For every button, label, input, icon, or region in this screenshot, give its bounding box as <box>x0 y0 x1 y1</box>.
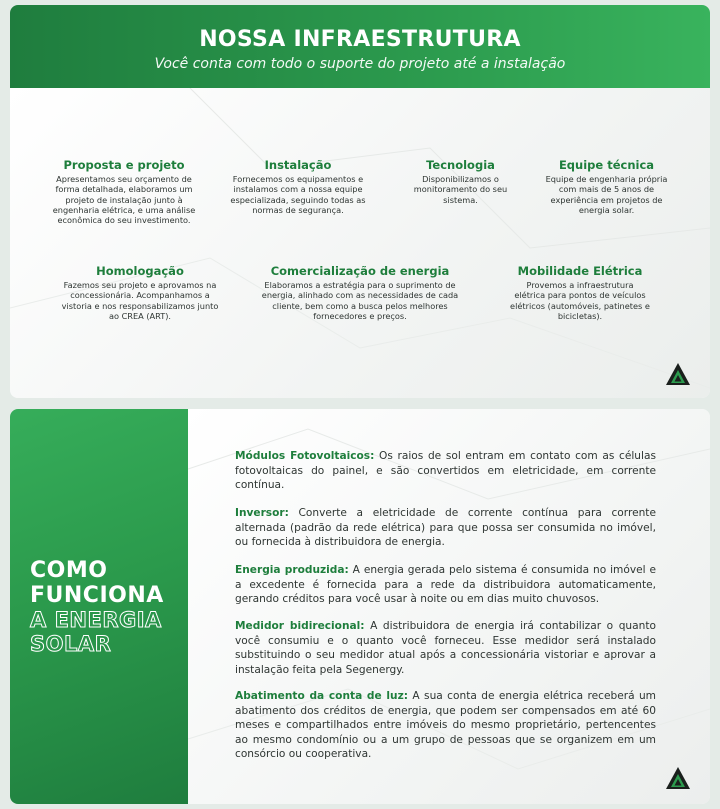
how-it-works-content <box>188 409 710 804</box>
service-description: Disponibilizamos o monitoramento do seu sistema. <box>413 174 508 205</box>
service-comercializacao <box>258 264 462 321</box>
service-description: Elaboramos a estratégia para o suprimento de energia, alinhado com as necessidades de cada cliente, bem como a busca pelos melhores fornecedores e preços. <box>261 280 459 321</box>
service-tecnologia <box>403 158 518 205</box>
heading-line: SOLAR <box>30 632 112 656</box>
explanation-text: Converte a eletricidade de corrente contínua para corrente alternada (padrão da rede elétrica) para que possa ser consumida no imóvel, ou fornecida à distribuidora de energia. <box>235 507 656 549</box>
service-title: Homologação <box>96 264 184 278</box>
explanation-paragraph <box>235 563 656 607</box>
explanation-term: Energia produzida: <box>235 564 349 576</box>
service-description: Fazemos seu projeto e aprovamos na concessionária. Acompanhamos a vistoria e nos responsabilizamos junto ao CREA (ART). <box>61 280 219 321</box>
service-mobilidade <box>510 264 650 321</box>
service-title: Instalação <box>264 158 332 172</box>
infrastructure-header <box>10 5 710 88</box>
explanation-paragraph <box>235 619 656 677</box>
heading-line: COMO <box>30 558 108 583</box>
explanation-paragraph <box>235 689 656 762</box>
service-title: Equipe técnica <box>558 158 655 172</box>
service-instalacao <box>223 158 373 215</box>
service-title: Comercialização de energia <box>270 264 450 278</box>
triangle-logo-icon <box>665 766 691 790</box>
how-it-works-sidebar <box>10 409 188 804</box>
service-proposta <box>45 158 203 225</box>
service-equipe <box>544 158 669 215</box>
service-title: Mobilidade Elétrica <box>517 264 643 278</box>
how-heading-solid <box>30 558 164 608</box>
service-description: Fornecemos os equipamentos e instalamos com a nossa equipe especializada, seguindo todas as normas de segurança. <box>230 174 366 215</box>
heading-line: FUNCIONA <box>30 583 164 608</box>
service-description: Provemos a infraestrutura elétrica para pontos de veículos elétricos (automóveis, patinetes e bicicletas). <box>510 280 650 321</box>
explanation-term: Inversor: <box>235 507 289 519</box>
service-title: Tecnologia <box>426 158 495 172</box>
explanation-paragraph <box>235 506 656 550</box>
service-description: Apresentamos seu orçamento de forma detalhada, elaboramos um projeto de instalação junto à engenharia elétrica, e uma análise econômica do seu investimento. <box>52 174 196 226</box>
explanation-term: Medidor bidirecional: <box>235 620 365 632</box>
explanation-term: Abatimento da conta de luz: <box>235 690 408 702</box>
explanation-text: Os raios de sol entram em contato com as células fotovoltaicas do painel, e são convertidos em eletricidade, em corrente contínua. <box>235 450 656 492</box>
infrastructure-title: NOSSA INFRAESTRUTURA <box>199 27 521 52</box>
explanation-term: Módulos Fotovoltaicos: <box>235 450 375 462</box>
heading-line: A ENERGIA <box>30 608 162 632</box>
background-decoration <box>10 88 710 398</box>
infrastructure-subtitle: Você conta com todo o suporte do projeto até a instalação <box>154 56 566 72</box>
explanation-text: A sua conta de energia elétrica receberá um abatimento dos créditos de energia, que podem ser compensados em até 60 meses e compartilhados entre imóveis do mesmo proprietário, pertencentes ao mesmo condomínio ou a um grupo de pessoas que se organizem em um consórcio ou cooperativa. <box>235 690 656 761</box>
infrastructure-body <box>10 88 710 398</box>
infrastructure-card <box>10 5 710 398</box>
service-title: Proposta e projeto <box>63 158 185 172</box>
how-heading-outline <box>30 608 162 656</box>
how-it-works-card <box>10 409 710 804</box>
service-description: Equipe de engenharia própria com mais de 5 anos de experiência em projetos de energia solar. <box>545 174 668 215</box>
explanation-text: A energia gerada pelo sistema é consumida no imóvel e a excedente é fornecida para a rede da distribuidora automaticamente, gerando créditos para você usar à noite ou em dias muito chuvosos. <box>235 564 656 606</box>
triangle-logo-icon <box>665 362 691 386</box>
service-homologacao <box>60 264 220 321</box>
explanation-text: A distribuidora de energia irá contabilizar o quanto você consumiu e o quanto você forneceu. Esse medidor será instalado substituindo o seu medidor atual após a concessionária vistoriar e aprovar a instalação feita pela Segenergy. <box>235 620 656 676</box>
explanation-paragraph <box>235 449 656 493</box>
